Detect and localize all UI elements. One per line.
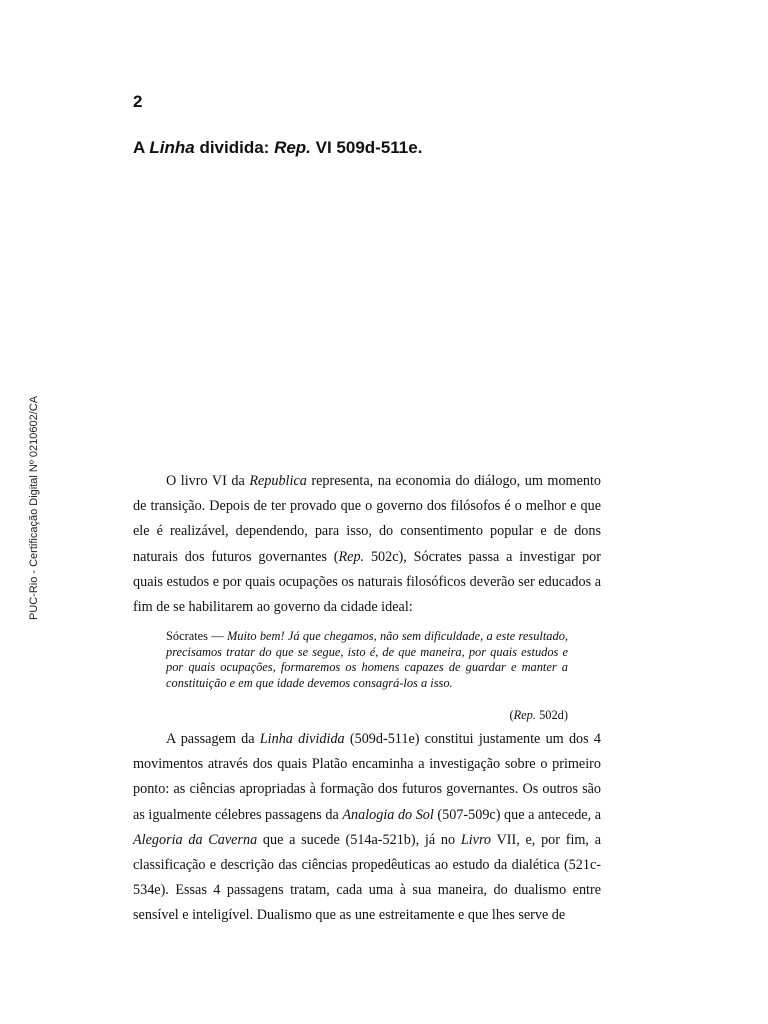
text-emphasis: Rep. bbox=[513, 708, 536, 722]
chapter-title-text: dividida: bbox=[194, 138, 275, 157]
text-run: que a sucede (514a-521b), já no bbox=[257, 831, 461, 848]
text-run: VII, e, por fim, a classificação e descrição das ciências propedêuticas ao estudo da dialética (521c-534e). Essas 4 passagens tratam, cada uma à sua maneira, do dualismo entre sensível e inteligível. Dualismo que as une estreitamente e que lhes serve de bbox=[133, 831, 601, 924]
chapter-title-emphasis: Linha bbox=[149, 138, 195, 157]
certification-stamp bbox=[24, 395, 44, 621]
chapter-number: 2 bbox=[133, 92, 143, 111]
text-run: (509d-511e) constitui justamente um dos 4 movimentos através dos quais Platão encaminha a investigação sobre o primeiro ponto: as ciências apropriadas à formação dos futuros governantes. Os outros são as igualmente célebres passagens da bbox=[133, 731, 601, 823]
certification-stamp-text: PUC-Rio - Certificação Digital Nº 0210602/CA bbox=[28, 395, 40, 621]
chapter-title-emphasis: Rep. bbox=[274, 138, 311, 157]
text-emphasis: Alegoria da Caverna bbox=[133, 831, 258, 848]
body-paragraph-1 bbox=[133, 469, 601, 620]
text-run: (507-509c) que a antecede, a bbox=[433, 806, 602, 823]
chapter-title bbox=[133, 138, 422, 158]
text-emphasis: Republica bbox=[249, 473, 307, 489]
text-run: 502d) bbox=[535, 708, 568, 722]
block-quote bbox=[166, 629, 568, 691]
quote-speaker: Sócrates — bbox=[166, 629, 227, 643]
quote-text: Muito bem! Já que chegamos, não sem dificuldade, a este resultado, precisamos tratar do que se segue, isto é, de que maneira, por quais estudos e por quais ocupações, formaremos os homens capazes de guardar e manter a constituição e em que idade devemos consagrá-los a isso. bbox=[166, 629, 568, 690]
text-run: ( bbox=[509, 708, 514, 722]
text-run: O livro VI da bbox=[166, 473, 250, 489]
text-run: 502c), Sócrates passa a investigar por quais estudos e por quais ocupações os naturais filosóficos deverão ser educados a fim de se habilitarem ao governo da cidade ideal: bbox=[133, 548, 601, 616]
text-emphasis: Linha dividida bbox=[259, 731, 345, 747]
chapter-title-text: VI 509d-511e. bbox=[310, 138, 423, 157]
body-paragraph-2 bbox=[133, 727, 601, 929]
text-run: A passagem da bbox=[166, 731, 260, 747]
text-emphasis: Analogia do Sol bbox=[342, 806, 434, 823]
quote-reference bbox=[166, 708, 568, 724]
chapter-title-text: A bbox=[133, 138, 150, 157]
text-emphasis: Rep. bbox=[338, 548, 365, 565]
text-emphasis: Livro bbox=[460, 831, 492, 848]
text-run: representa, na economia do diálogo, um momento de transição. Depois de ter provado que o governo dos filósofos é o melhor e que ele é realizável, dependendo, para isso, do consentimento popular e de dons naturais dos futuros governantes ( bbox=[133, 473, 601, 565]
